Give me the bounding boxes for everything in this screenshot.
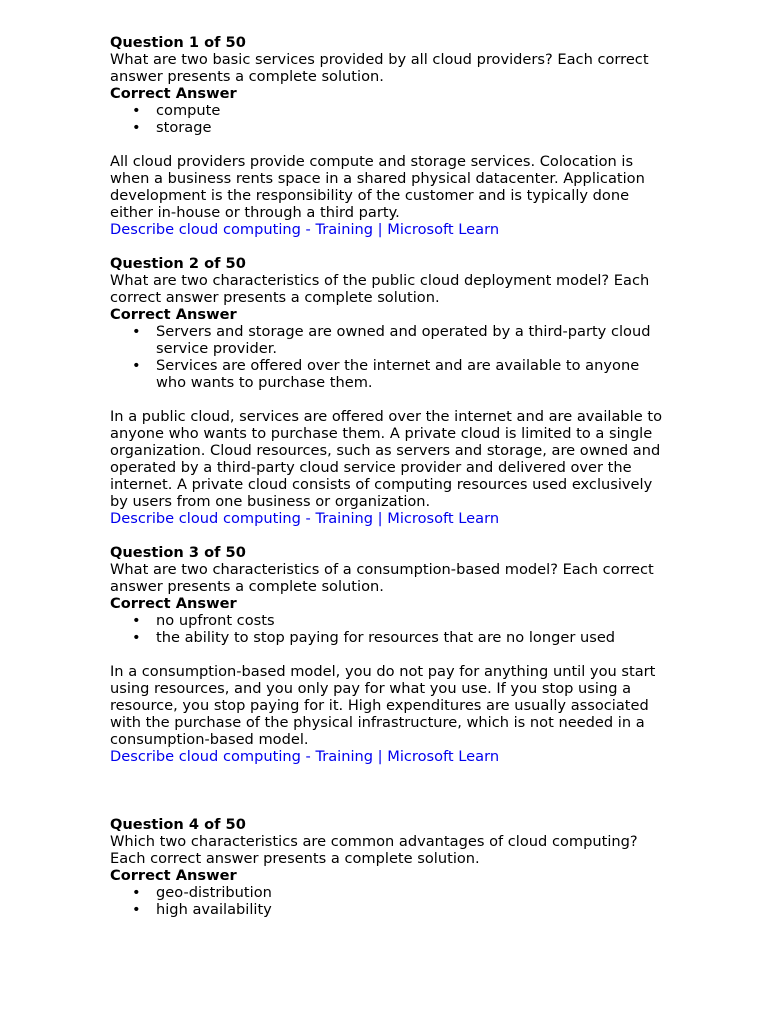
document-content [110, 34, 670, 918]
correct-answer-label: Correct Answer [110, 306, 237, 323]
question-block [110, 544, 670, 765]
question-prompt: What are two characteristics of a consumption-based model? Each correct answer presents a complete solution. [110, 561, 654, 595]
question-block [110, 34, 670, 238]
reference-link[interactable]: Describe cloud computing - Training | Microsoft Learn [110, 510, 500, 527]
answer-explanation: All cloud providers provide compute and storage services. Colocation is when a business rents space in a shared physical datacenter. Application development is the responsibility of the customer and is typically done either in-house or through a third party. [110, 153, 645, 221]
answer-list [110, 102, 670, 136]
question-prompt: Which two characteristics are common advantages of cloud computing? Each correct answer presents a complete solution. [110, 833, 638, 867]
answer-item: • high availability [156, 901, 670, 918]
question-prompt: What are two basic services provided by all cloud providers? Each correct answer presents a complete solution. [110, 51, 649, 85]
answer-item: • the ability to stop paying for resources that are no longer used [156, 629, 670, 646]
question-title: Question 3 of 50 [110, 544, 246, 561]
answer-item: • no upfront costs [156, 612, 670, 629]
answer-item: • Servers and storage are owned and operated by a third-party cloud service provider. [156, 323, 670, 357]
reference-link[interactable]: Describe cloud computing - Training | Microsoft Learn [110, 221, 500, 238]
answer-list [110, 612, 670, 646]
answer-item: • Services are offered over the internet and are available to anyone who wants to purchase them. [156, 357, 670, 391]
question-block [110, 816, 670, 918]
question-block [110, 255, 670, 527]
correct-answer-label: Correct Answer [110, 867, 237, 884]
answer-list [110, 323, 670, 391]
answer-explanation: In a consumption-based model, you do not pay for anything until you start using resources, and you only pay for what you use. If you stop using a resource, you stop paying for it. High expenditures are usually associated with the purchase of the physical infrastructure, which is not needed in a consumption-based model. [110, 663, 656, 748]
answer-list [110, 884, 670, 918]
correct-answer-label: Correct Answer [110, 595, 237, 612]
question-title: Question 4 of 50 [110, 816, 246, 833]
question-title: Question 1 of 50 [110, 34, 246, 51]
answer-item: • storage [156, 119, 670, 136]
answer-item: • geo-distribution [156, 884, 670, 901]
question-title: Question 2 of 50 [110, 255, 246, 272]
answer-explanation: In a public cloud, services are offered over the internet and are available to anyone who wants to purchase them. A private cloud is limited to a single organization. Cloud resources, such as servers and storage, are owned and operated by a third-party cloud service provider and delivered over the internet. A private cloud consists of computing resources used exclusively by users from one business or organization. [110, 408, 663, 510]
answer-item: • compute [156, 102, 670, 119]
question-prompt: What are two characteristics of the public cloud deployment model? Each correct answer presents a complete solution. [110, 272, 650, 306]
correct-answer-label: Correct Answer [110, 85, 237, 102]
reference-link[interactable]: Describe cloud computing - Training | Microsoft Learn [110, 748, 500, 765]
